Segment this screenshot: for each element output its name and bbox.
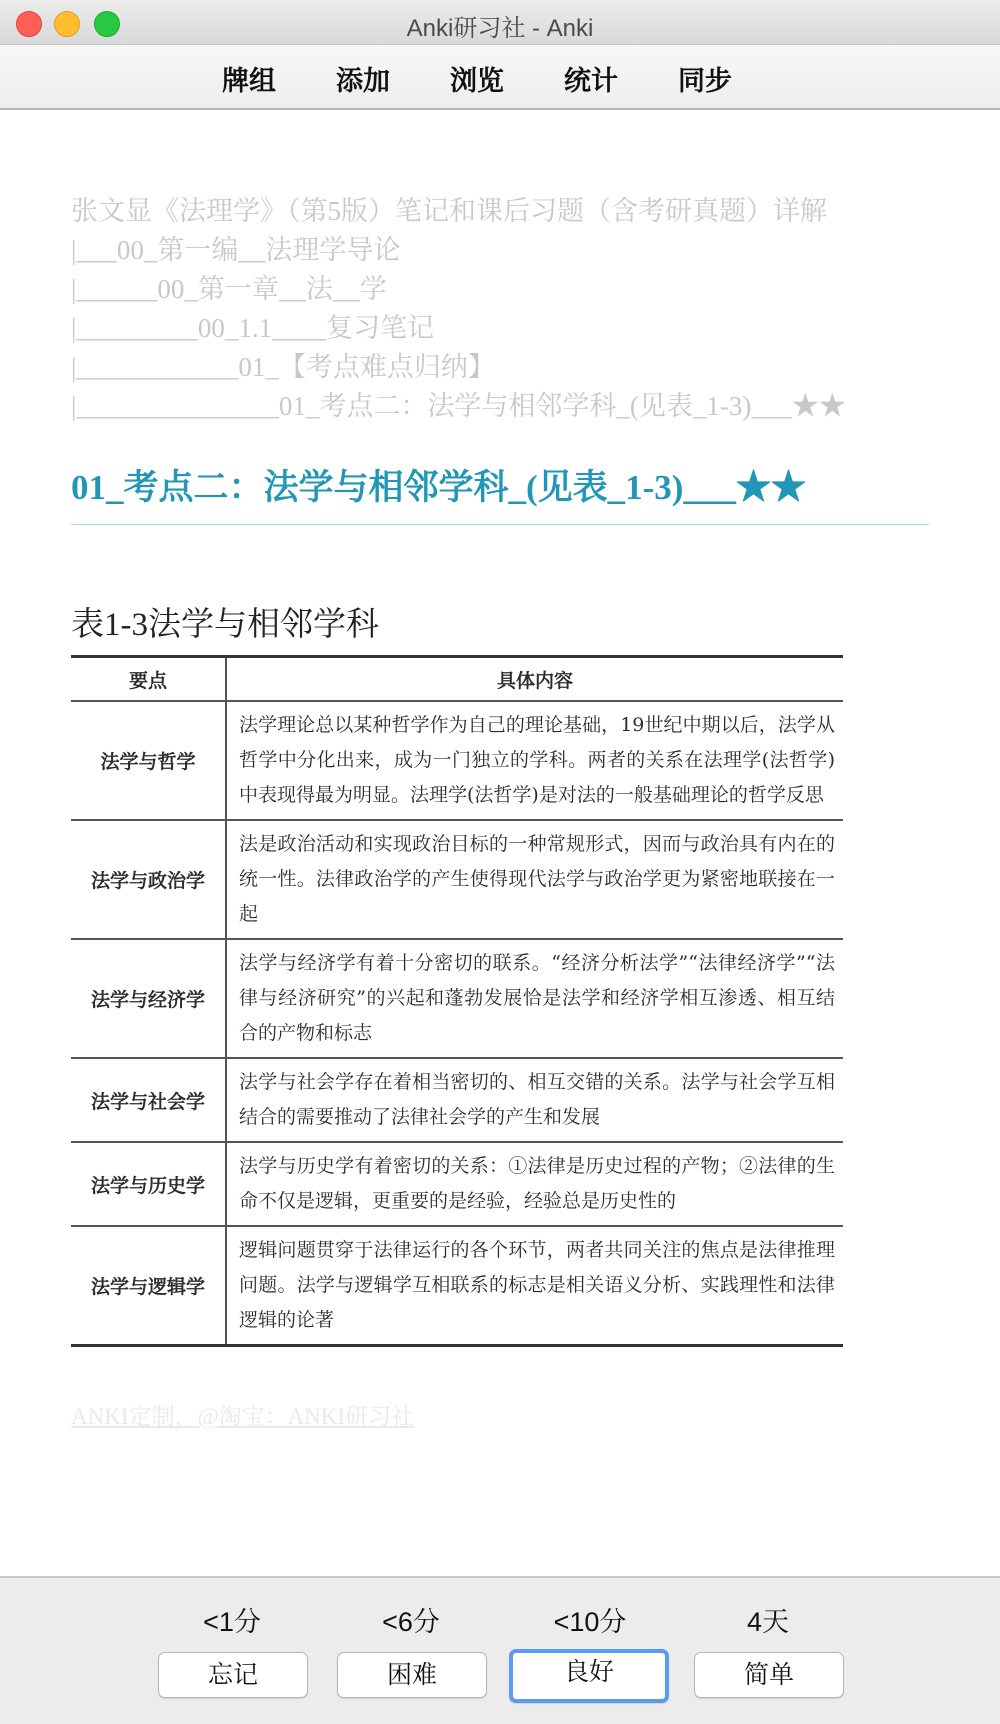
title-bar: [0, 0, 1000, 45]
easy-button[interactable]: 简单: [694, 1652, 844, 1698]
table-header-topic: 要点: [71, 657, 226, 702]
table-caption: 表1-3法学与相邻学科: [71, 607, 379, 643]
good-button[interactable]: 良好: [509, 1649, 669, 1703]
table-row: [71, 939, 843, 1058]
answer-bar: [0, 1576, 1000, 1724]
breadcrumb-item: |______00_第一章__法__学: [71, 274, 387, 304]
table-row: [71, 1058, 843, 1142]
table-cell-content: 逻辑问题贯穿于法律运行的各个环节，两者共同关注的焦点是法律推理问题。法学与逻辑学互相联系的标志是相关语义分析、实践理性和法律逻辑的论著: [239, 1239, 835, 1331]
table-cell-content: 法学与历史学有着密切的关系：①法律是历史过程的产物；②法律的生命不仅是逻辑，更重要的是经验，经验总是历史性的: [226, 1142, 843, 1226]
interval-good: <10分: [553, 1607, 627, 1637]
table-row: [71, 1226, 843, 1346]
hard-button[interactable]: 困难: [337, 1652, 487, 1698]
table-row: [71, 1142, 843, 1226]
table-cell-content: 法是政治活动和实现政治目标的一种常规形式，因而与政治具有内在的统一性。法律政治学的产生使得现代法学与政治学更为紧密地联接在一起: [226, 820, 843, 939]
toolbar-sync-link[interactable]: 同步: [678, 66, 732, 96]
breadcrumb-item: 张文显《法理学》（第5版）笔记和课后习题（含考研真题）详解: [71, 196, 827, 226]
footer-link[interactable]: ANKI定制，@淘宝：ANKI研习社: [71, 1404, 415, 1429]
interval-again: <1分: [203, 1607, 261, 1637]
window-title: Anki研习社 - Anki: [406, 15, 594, 42]
breadcrumb-item: |___00_第一编__法理学导论: [71, 235, 401, 265]
table-header-content: 具体内容: [226, 657, 843, 702]
table-cell-topic: 法学与逻辑学: [71, 1226, 226, 1346]
table-row: [71, 701, 843, 820]
main-toolbar: [0, 45, 1000, 110]
table-cell-topic: 法学与哲学: [71, 701, 226, 820]
again-button[interactable]: 忘记: [158, 1652, 308, 1698]
breadcrumb-item: |____________01_【考点难点归纳】: [71, 352, 495, 382]
toolbar-decks-link[interactable]: 牌组: [222, 66, 276, 96]
table-cell-content: 法学理论总以某种哲学作为自己的理论基础，19世纪中期以后，法学从哲学中分化出来，成为一门独立的学科。两者的关系在法理学(法哲学)中表现得最为明显。法理学(法哲学)是对法的一般基础理论的哲学反思: [226, 701, 843, 820]
card-view: [0, 110, 1000, 1576]
toolbar-browse-link[interactable]: 浏览: [450, 66, 504, 96]
toolbar-add-link[interactable]: 添加: [336, 66, 390, 96]
table-cell-content: 法学与社会学存在着相当密切的、相互交错的关系。法学与社会学互相结合的需要推动了法律社会学的产生和发展: [226, 1058, 843, 1142]
breadcrumb: [71, 192, 846, 426]
table-cell-topic: 法学与社会学: [71, 1058, 226, 1142]
interval-hard: <6分: [382, 1607, 440, 1637]
card-heading: 01_考点二：法学与相邻学科_(见表_1-3)___★★: [71, 460, 929, 525]
table-cell-content: 法学与经济学有着十分密切的联系。“经济分析法学”“法律经济学”“法律与经济研究”的兴起和蓬勃发展恰是法学和经济学相互渗透、相互结合的产物和标志: [226, 939, 843, 1058]
breadcrumb-item: |_________00_1.1____复习笔记: [71, 313, 435, 343]
table-header-row: [71, 657, 843, 702]
table-cell-topic: 法学与政治学: [71, 820, 226, 939]
table-cell-topic: 法学与历史学: [71, 1142, 226, 1226]
comparison-table: [71, 655, 843, 1347]
toolbar-stats-link[interactable]: 统计: [564, 66, 618, 96]
breadcrumb-item: |_______________01_考点二：法学与相邻学科_(见表_1-3)___★★: [71, 391, 846, 421]
table-cell-topic: 法学与经济学: [71, 939, 226, 1058]
table-row: [71, 820, 843, 939]
interval-easy: 4天: [746, 1607, 790, 1637]
